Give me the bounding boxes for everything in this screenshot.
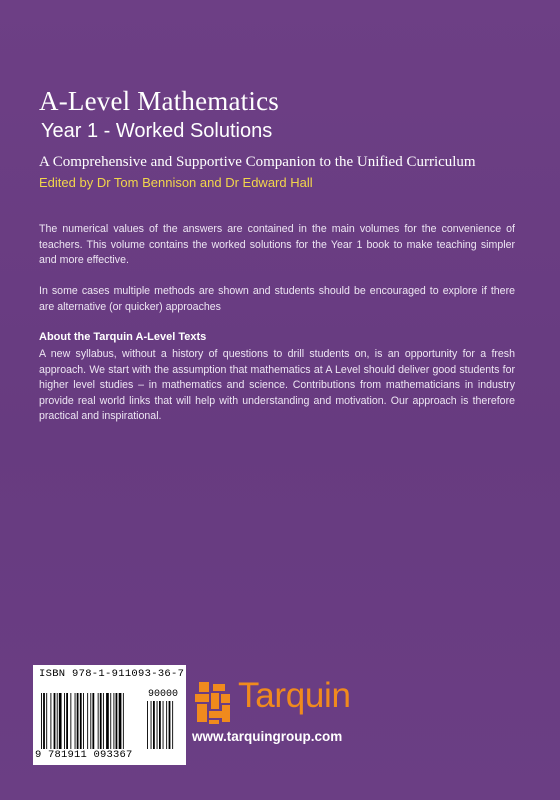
barcode-bar: [66, 693, 68, 749]
barcode-bar: [80, 693, 82, 749]
tarquin-logo-icon: [193, 680, 233, 726]
barcode-bar: [43, 693, 45, 749]
barcode-bar: [83, 693, 84, 749]
barcode-bar: [57, 693, 58, 749]
barcode-bar: [77, 693, 79, 749]
intro-paragraph: The numerical values of the answers are contained in the main volumes for the convenience of teachers. This volume contains the worked solutions for the Year 1 book to make teaching simpler and more effective.: [39, 223, 515, 267]
barcode-bar: [41, 693, 42, 749]
barcode-bar: [59, 693, 62, 749]
barcode-bar: [103, 693, 104, 749]
barcode-bars: [39, 683, 181, 749]
book-title: A-Level Mathematics: [39, 86, 279, 116]
barcode-bar: [90, 693, 91, 749]
methods-paragraph: In some cases multiple methods are shown and students should be encouraged to explore if there are alternative (or quicker) approaches: [39, 285, 515, 313]
price-code-bar: [151, 701, 152, 749]
barcode-bar: [106, 693, 109, 749]
barcode-bar: [113, 693, 114, 749]
price-code-bar: [147, 701, 148, 749]
barcode-bar: [116, 693, 118, 749]
price-code-bar: [169, 701, 171, 749]
barcode-bar: [110, 693, 111, 749]
about-heading: About the Tarquin A-Level Texts: [39, 331, 207, 343]
isbn-number: ISBN 978-1-911093-36-7: [39, 668, 185, 680]
price-code-bar: [159, 701, 161, 749]
barcode-bar: [64, 693, 65, 749]
isbn-barcode: [33, 665, 186, 765]
price-code-bar: [153, 701, 155, 749]
price-code-bar: [163, 701, 164, 749]
barcode-bar: [119, 693, 122, 749]
barcode-bar: [50, 693, 51, 749]
barcode-bar: [75, 693, 76, 749]
price-code: 90000: [148, 689, 179, 700]
barcode-bar: [46, 693, 47, 749]
price-code-bar: [166, 701, 167, 749]
ean-digits: 9 781911 093367: [35, 749, 133, 761]
publisher-name: Tarquin: [238, 676, 351, 715]
barcode-bar: [87, 693, 88, 749]
barcode-bar: [92, 693, 94, 749]
barcode-bar: [123, 693, 124, 749]
barcode-bar: [98, 693, 99, 749]
barcode-bar: [54, 693, 56, 749]
companion-tagline: A Comprehensive and Supportive Companion to the Unified Curriculum: [39, 154, 476, 170]
book-subtitle: Year 1 - Worked Solutions: [41, 120, 273, 142]
barcode-bar: [70, 693, 71, 749]
price-code-bar: [172, 701, 173, 749]
price-code-bar: [157, 701, 158, 749]
editors-line: Edited by Dr Tom Bennison and Dr Edward Hall: [39, 175, 313, 190]
barcode-bar: [100, 693, 102, 749]
publisher-website: www.tarquingroup.com: [192, 729, 343, 744]
about-paragraph: A new syllabus, without a history of questions to drill students on, is an opportunity for a fresh approach. We start with the assumption that mathematics at A Level should deliver good students for higher level studies – in mathematics and science. Contributions from mathematicians in industry provide real world links that will help with understanding and motivation. Our approach is therefore practical and inspirational.: [39, 348, 515, 423]
